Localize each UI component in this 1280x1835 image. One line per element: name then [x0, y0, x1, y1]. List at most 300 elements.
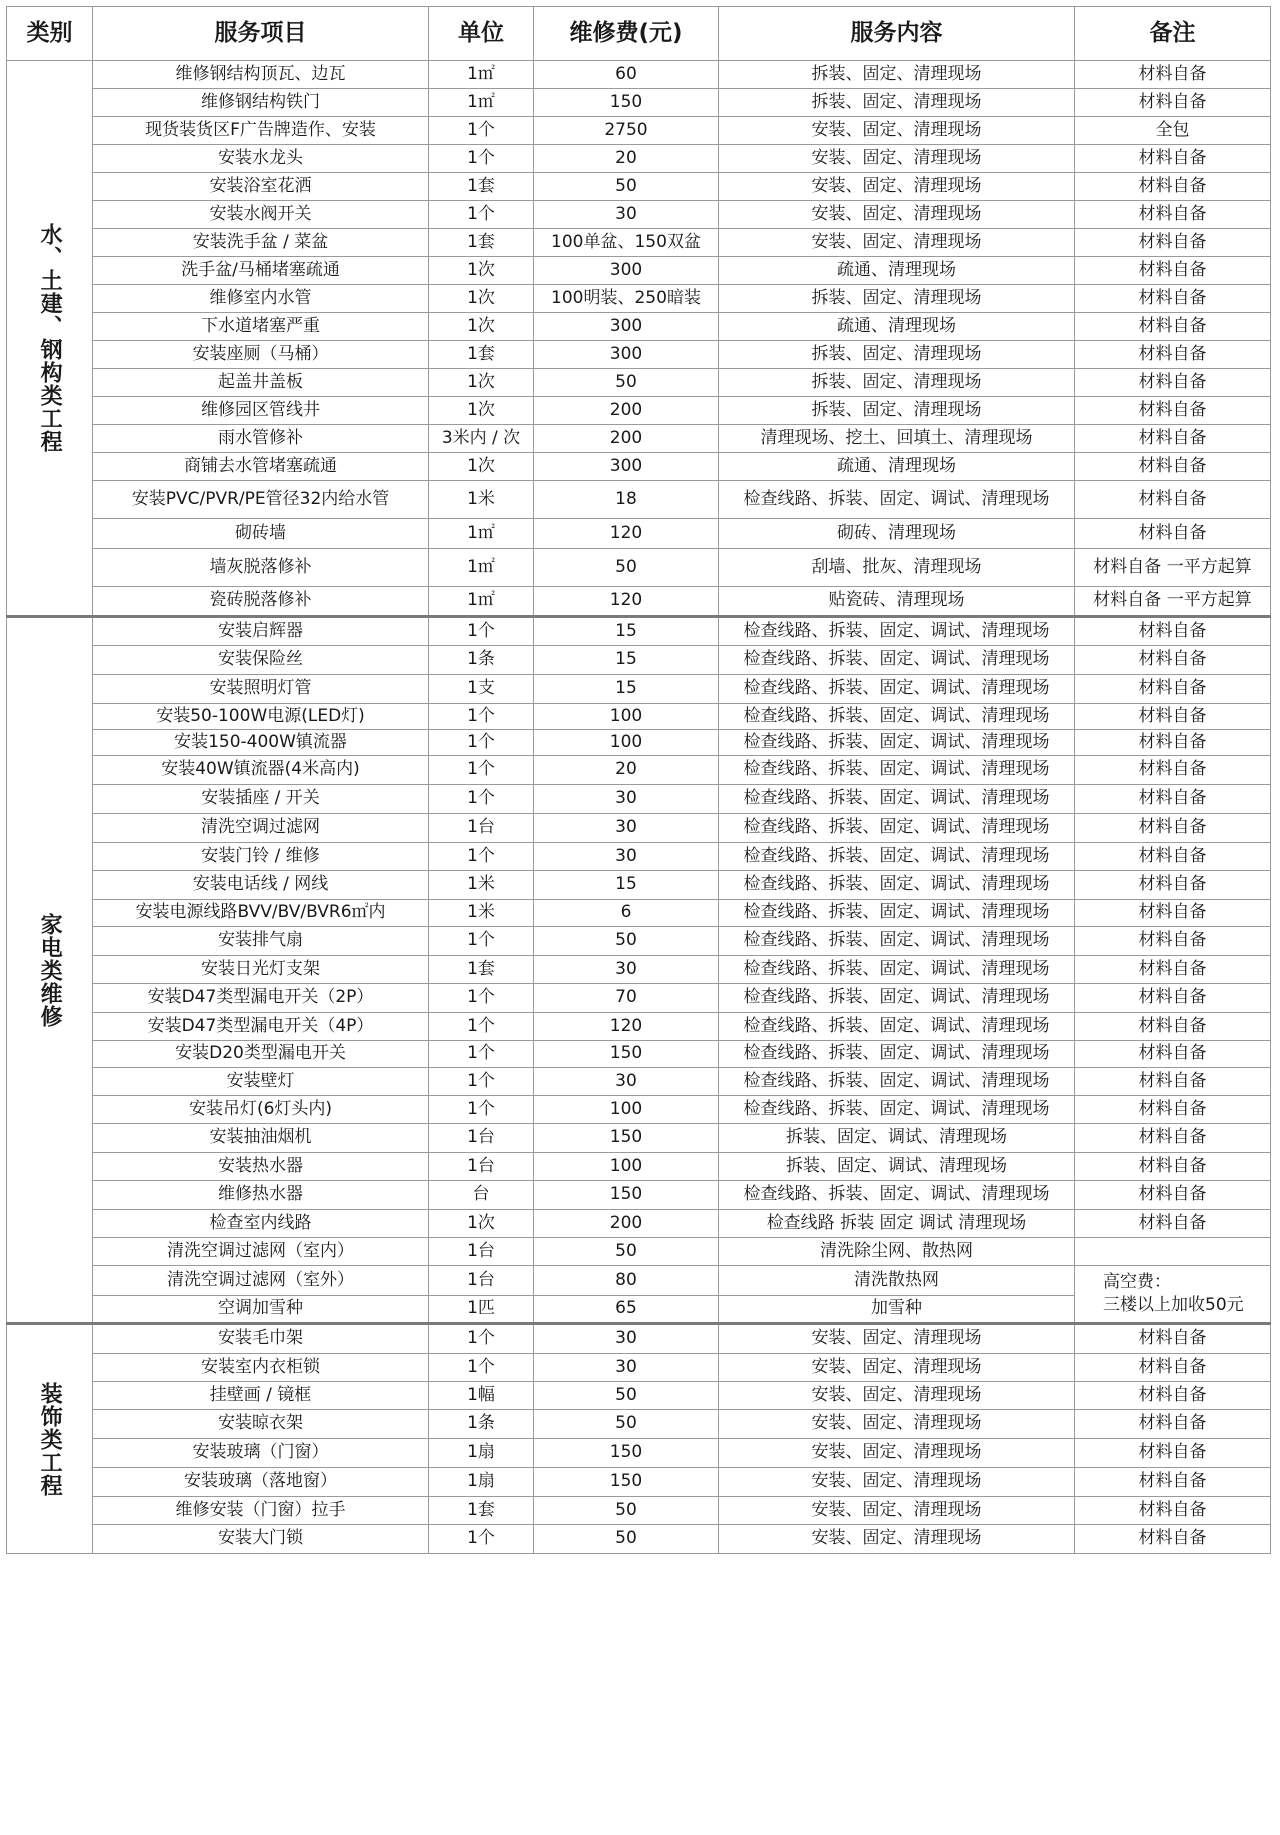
unit-cell: 1台: [429, 814, 534, 843]
note-cell: 材料自备: [1075, 617, 1271, 646]
table-row: [7, 1210, 1271, 1238]
content-cell: 拆装、固定、清理现场: [719, 285, 1075, 313]
service-cell: 维修钢结构铁门: [93, 89, 429, 117]
note-cell: 材料自备: [1075, 1410, 1271, 1439]
unit-cell: 1套: [429, 173, 534, 201]
table-row: [7, 549, 1271, 587]
service-cell: 安装玻璃（门窗）: [93, 1439, 429, 1468]
note-cell: 材料自备: [1075, 756, 1271, 785]
fee-cell: 300: [534, 313, 719, 341]
service-cell: 安装座厕（马桶）: [93, 341, 429, 369]
note-cell: 材料自备: [1075, 900, 1271, 927]
merged-note-line1: 高空费：: [1103, 1272, 1171, 1293]
table-row: [7, 1013, 1271, 1041]
note-cell: 材料自备 一平方起算: [1075, 549, 1271, 587]
table-row: [7, 1410, 1271, 1439]
table-row: [7, 1153, 1271, 1181]
unit-cell: 1个: [429, 756, 534, 785]
category-cell: [7, 61, 93, 617]
service-cell: 安装电源线路BVV/BV/BVR6㎡内: [93, 900, 429, 927]
unit-cell: 1次: [429, 285, 534, 313]
fee-cell: 50: [534, 173, 719, 201]
content-cell: 安装、固定、清理现场: [719, 117, 1075, 145]
unit-cell: 1次: [429, 257, 534, 285]
note-cell: 材料自备: [1075, 1181, 1271, 1210]
unit-cell: 1套: [429, 956, 534, 984]
fee-cell: 60: [534, 61, 719, 89]
service-cell: 安装50-100W电源(LED灯): [93, 704, 429, 730]
service-cell: 安装门铃 / 维修: [93, 843, 429, 871]
content-cell: 检查线路、拆装、固定、调试、清理现场: [719, 646, 1075, 675]
unit-cell: 1扇: [429, 1468, 534, 1497]
content-cell: 安装、固定、清理现场: [719, 173, 1075, 201]
note-cell: 材料自备: [1075, 1041, 1271, 1068]
fee-cell: 80: [534, 1266, 719, 1296]
service-cell: 安装浴室花洒: [93, 173, 429, 201]
unit-cell: 1个: [429, 1525, 534, 1554]
note-cell: 材料自备: [1075, 519, 1271, 549]
service-cell: 检查室内线路: [93, 1210, 429, 1238]
table-row: [7, 1238, 1271, 1266]
category-label: 装饰类工程: [37, 1381, 63, 1497]
content-cell: 检查线路、拆装、固定、调试、清理现场: [719, 1013, 1075, 1041]
service-cell: 清洗空调过滤网: [93, 814, 429, 843]
table-row: [7, 730, 1271, 756]
content-cell: 拆装、固定、清理现场: [719, 89, 1075, 117]
note-cell: 材料自备: [1075, 61, 1271, 89]
note-cell: 材料自备: [1075, 425, 1271, 453]
header-note: 备注: [1075, 7, 1271, 61]
note-cell: 材料自备: [1075, 1354, 1271, 1382]
table-row: [7, 481, 1271, 519]
content-cell: 拆装、固定、清理现场: [719, 369, 1075, 397]
merged-note-line2: 三楼以上加收50元: [1103, 1295, 1244, 1315]
note-cell: 全包: [1075, 117, 1271, 145]
content-cell: 清洗除尘网、散热网: [719, 1238, 1075, 1266]
unit-cell: 1个: [429, 617, 534, 646]
note-cell: 材料自备: [1075, 1153, 1271, 1181]
table-row: [7, 201, 1271, 229]
fee-cell: 100: [534, 704, 719, 730]
content-cell: 安装、固定、清理现场: [719, 1382, 1075, 1410]
service-cell: 安装大门锁: [93, 1525, 429, 1554]
table-row: [7, 313, 1271, 341]
fee-cell: 20: [534, 756, 719, 785]
service-cell: 安装D47类型漏电开关（4P）: [93, 1013, 429, 1041]
fee-cell: 120: [534, 1013, 719, 1041]
note-cell: 材料自备: [1075, 785, 1271, 814]
note-cell: 材料自备: [1075, 1013, 1271, 1041]
table-row: [7, 1439, 1271, 1468]
table-row: [7, 519, 1271, 549]
unit-cell: 1次: [429, 313, 534, 341]
table-row: [7, 453, 1271, 481]
table-row: [7, 900, 1271, 927]
service-cell: 挂壁画 / 镜框: [93, 1382, 429, 1410]
unit-cell: 1米: [429, 900, 534, 927]
content-cell: 拆装、固定、清理现场: [719, 61, 1075, 89]
table-row: [7, 369, 1271, 397]
unit-cell: 1个: [429, 201, 534, 229]
note-cell: 材料自备: [1075, 1124, 1271, 1153]
service-cell: 雨水管修补: [93, 425, 429, 453]
content-cell: 安装、固定、清理现场: [719, 1439, 1075, 1468]
note-cell: 材料自备: [1075, 1439, 1271, 1468]
content-cell: 检查线路、拆装、固定、调试、清理现场: [719, 1041, 1075, 1068]
fee-cell: 100: [534, 730, 719, 756]
content-cell: 疏通、清理现场: [719, 453, 1075, 481]
content-cell: 检查线路、拆装、固定、调试、清理现场: [719, 785, 1075, 814]
note-cell: 材料自备: [1075, 956, 1271, 984]
unit-cell: 1个: [429, 1354, 534, 1382]
note-cell: 材料自备 一平方起算: [1075, 587, 1271, 617]
fee-cell: 30: [534, 1354, 719, 1382]
fee-cell: 50: [534, 927, 719, 956]
unit-cell: 1个: [429, 1013, 534, 1041]
unit-cell: 1套: [429, 229, 534, 257]
content-cell: 检查线路、拆装、固定、调试、清理现场: [719, 814, 1075, 843]
content-cell: 安装、固定、清理现场: [719, 145, 1075, 173]
table-row: [7, 785, 1271, 814]
unit-cell: 1个: [429, 984, 534, 1013]
content-cell: 清理现场、挖土、回填土、清理现场: [719, 425, 1075, 453]
unit-cell: 1条: [429, 646, 534, 675]
fee-cell: 120: [534, 587, 719, 617]
fee-cell: 6: [534, 900, 719, 927]
table-row: [7, 1382, 1271, 1410]
service-cell: 现货装货区F广告牌造作、安装: [93, 117, 429, 145]
unit-cell: 1个: [429, 1324, 534, 1354]
content-cell: 拆装、固定、清理现场: [719, 341, 1075, 369]
unit-cell: 1个: [429, 1068, 534, 1096]
table-row: [7, 814, 1271, 843]
unit-cell: 1个: [429, 730, 534, 756]
note-cell: 材料自备: [1075, 704, 1271, 730]
service-cell: 商铺去水管堵塞疏通: [93, 453, 429, 481]
content-cell: 安装、固定、清理现场: [719, 1497, 1075, 1525]
table-row: [7, 1068, 1271, 1096]
content-cell: 检查线路、拆装、固定、调试、清理现场: [719, 927, 1075, 956]
service-cell: 安装水阀开关: [93, 201, 429, 229]
service-cell: 下水道堵塞严重: [93, 313, 429, 341]
unit-cell: 3米内 / 次: [429, 425, 534, 453]
unit-cell: 1个: [429, 145, 534, 173]
note-cell: 材料自备: [1075, 814, 1271, 843]
service-cell: 砌砖墙: [93, 519, 429, 549]
service-cell: 维修室内水管: [93, 285, 429, 313]
note-cell: 材料自备: [1075, 927, 1271, 956]
service-cell: 墙灰脱落修补: [93, 549, 429, 587]
fee-cell: 50: [534, 1410, 719, 1439]
fee-cell: 15: [534, 646, 719, 675]
service-cell: 维修园区管线井: [93, 397, 429, 425]
table-row: [7, 397, 1271, 425]
content-cell: 安装、固定、清理现场: [719, 1525, 1075, 1554]
content-cell: 检查线路、拆装、固定、调试、清理现场: [719, 756, 1075, 785]
note-cell: 材料自备: [1075, 369, 1271, 397]
unit-cell: 1支: [429, 675, 534, 704]
fee-cell: 150: [534, 1041, 719, 1068]
table-row: [7, 1497, 1271, 1525]
service-cell: 安装日光灯支架: [93, 956, 429, 984]
service-cell: 安装保险丝: [93, 646, 429, 675]
service-price-table: [6, 6, 1271, 1554]
note-cell: 材料自备: [1075, 397, 1271, 425]
unit-cell: 1个: [429, 843, 534, 871]
content-cell: 检查线路、拆装、固定、调试、清理现场: [719, 900, 1075, 927]
table-row: [7, 956, 1271, 984]
fee-cell: 200: [534, 397, 719, 425]
unit-cell: 1套: [429, 341, 534, 369]
note-cell: 材料自备: [1075, 1324, 1271, 1354]
content-cell: 刮墙、批灰、清理现场: [719, 549, 1075, 587]
service-cell: 安装D20类型漏电开关: [93, 1041, 429, 1068]
fee-cell: 100: [534, 1153, 719, 1181]
service-cell: 安装D47类型漏电开关（2P）: [93, 984, 429, 1013]
content-cell: 安装、固定、清理现场: [719, 1468, 1075, 1497]
unit-cell: 1台: [429, 1238, 534, 1266]
note-cell: 材料自备: [1075, 984, 1271, 1013]
service-cell: 安装照明灯管: [93, 675, 429, 704]
unit-cell: 1㎡: [429, 587, 534, 617]
note-cell: 材料自备: [1075, 1468, 1271, 1497]
content-cell: 贴瓷砖、清理现场: [719, 587, 1075, 617]
service-cell: 安装壁灯: [93, 1068, 429, 1096]
fee-cell: 120: [534, 519, 719, 549]
note-cell: 材料自备: [1075, 1210, 1271, 1238]
fee-cell: 50: [534, 1382, 719, 1410]
table-row: [7, 425, 1271, 453]
fee-cell: 150: [534, 1181, 719, 1210]
note-cell: 材料自备: [1075, 730, 1271, 756]
fee-cell: 300: [534, 453, 719, 481]
unit-cell: 1次: [429, 453, 534, 481]
table-row: [7, 984, 1271, 1013]
fee-cell: 18: [534, 481, 719, 519]
table-row: [7, 1266, 1271, 1296]
content-cell: 检查线路、拆装、固定、调试、清理现场: [719, 704, 1075, 730]
note-cell: 材料自备: [1075, 313, 1271, 341]
unit-cell: 1台: [429, 1153, 534, 1181]
unit-cell: 1个: [429, 785, 534, 814]
header-service: 服务项目: [93, 7, 429, 61]
unit-cell: 1㎡: [429, 549, 534, 587]
table-row: [7, 843, 1271, 871]
fee-cell: 30: [534, 785, 719, 814]
content-cell: 检查线路、拆装、固定、调试、清理现场: [719, 1181, 1075, 1210]
note-cell: [1075, 1238, 1271, 1266]
note-cell: 材料自备: [1075, 1068, 1271, 1096]
content-cell: 安装、固定、清理现场: [719, 1354, 1075, 1382]
content-cell: 检查线路、拆装、固定、调试、清理现场: [719, 1096, 1075, 1124]
unit-cell: 1㎡: [429, 89, 534, 117]
service-cell: 安装电话线 / 网线: [93, 871, 429, 900]
fee-cell: 15: [534, 871, 719, 900]
unit-cell: 1次: [429, 369, 534, 397]
content-cell: 安装、固定、清理现场: [719, 1324, 1075, 1354]
category-cell: [7, 617, 93, 1324]
fee-cell: 30: [534, 814, 719, 843]
table-row: [7, 1354, 1271, 1382]
content-cell: 加雪种: [719, 1296, 1075, 1324]
header-fee: 维修费(元): [534, 7, 719, 61]
table-row: [7, 1096, 1271, 1124]
unit-cell: 1㎡: [429, 519, 534, 549]
fee-cell: 50: [534, 1497, 719, 1525]
fee-cell: 50: [534, 549, 719, 587]
content-cell: 检查线路、拆装、固定、调试、清理现场: [719, 730, 1075, 756]
table-row: [7, 1181, 1271, 1210]
fee-cell: 30: [534, 1324, 719, 1354]
table-row: [7, 341, 1271, 369]
service-cell: 维修钢结构顶瓦、边瓦: [93, 61, 429, 89]
service-cell: 安装40W镇流器(4米高内): [93, 756, 429, 785]
unit-cell: 1台: [429, 1124, 534, 1153]
category-label: 水、土建、钢构类工程: [37, 223, 63, 453]
table-row: [7, 89, 1271, 117]
service-cell: 安装吊灯(6灯头内): [93, 1096, 429, 1124]
fee-cell: 30: [534, 1068, 719, 1096]
content-cell: 检查线路、拆装、固定、调试、清理现场: [719, 956, 1075, 984]
content-cell: 疏通、清理现场: [719, 257, 1075, 285]
table-row: [7, 1468, 1271, 1497]
content-cell: 检查线路、拆装、固定、调试、清理现场: [719, 481, 1075, 519]
note-cell: 材料自备: [1075, 285, 1271, 313]
fee-cell: 30: [534, 201, 719, 229]
table-row: [7, 617, 1271, 646]
content-cell: 检查线路、拆装、固定、调试、清理现场: [719, 675, 1075, 704]
unit-cell: 1个: [429, 1096, 534, 1124]
fee-cell: 50: [534, 369, 719, 397]
category-label: 家电类维修: [37, 912, 63, 1028]
unit-cell: 1个: [429, 117, 534, 145]
content-cell: 检查线路、拆装、固定、调试、清理现场: [719, 843, 1075, 871]
fee-cell: 150: [534, 1468, 719, 1497]
table-row: [7, 871, 1271, 900]
content-cell: 检查线路、拆装、固定、调试、清理现场: [719, 984, 1075, 1013]
service-cell: 维修安装（门窗）拉手: [93, 1497, 429, 1525]
note-cell: 材料自备: [1075, 871, 1271, 900]
content-cell: 检查线路、拆装、固定、调试、清理现场: [719, 871, 1075, 900]
note-cell: 材料自备: [1075, 201, 1271, 229]
fee-cell: 70: [534, 984, 719, 1013]
fee-cell: 15: [534, 617, 719, 646]
note-cell: 材料自备: [1075, 341, 1271, 369]
note-cell: 材料自备: [1075, 843, 1271, 871]
table-row: [7, 587, 1271, 617]
fee-cell: 15: [534, 675, 719, 704]
table-row: [7, 1124, 1271, 1153]
unit-cell: 1次: [429, 397, 534, 425]
unit-cell: 1米: [429, 481, 534, 519]
unit-cell: 1台: [429, 1266, 534, 1296]
content-cell: 检查线路、拆装、固定、调试、清理现场: [719, 1068, 1075, 1096]
note-cell: 材料自备: [1075, 453, 1271, 481]
service-cell: 安装启辉器: [93, 617, 429, 646]
fee-cell: 65: [534, 1296, 719, 1324]
content-cell: 疏通、清理现场: [719, 313, 1075, 341]
unit-cell: 1套: [429, 1497, 534, 1525]
fee-cell: 100: [534, 1096, 719, 1124]
fee-cell: 300: [534, 341, 719, 369]
unit-cell: 1个: [429, 927, 534, 956]
merged-note-cell: [1075, 1266, 1271, 1324]
service-cell: 瓷砖脱落修补: [93, 587, 429, 617]
header-category: 类别: [7, 7, 93, 61]
note-cell: 材料自备: [1075, 646, 1271, 675]
note-cell: 材料自备: [1075, 481, 1271, 519]
content-cell: 拆装、固定、清理现场: [719, 397, 1075, 425]
service-cell: 安装水龙头: [93, 145, 429, 173]
fee-cell: 200: [534, 425, 719, 453]
table-body: [7, 61, 1271, 1554]
fee-cell: 20: [534, 145, 719, 173]
service-cell: 安装室内衣柜锁: [93, 1354, 429, 1382]
unit-cell: 1个: [429, 1041, 534, 1068]
fee-cell: 150: [534, 1439, 719, 1468]
service-cell: 安装晾衣架: [93, 1410, 429, 1439]
fee-cell: 2750: [534, 117, 719, 145]
note-cell: 材料自备: [1075, 89, 1271, 117]
service-cell: 清洗空调过滤网（室外）: [93, 1266, 429, 1296]
unit-cell: 1幅: [429, 1382, 534, 1410]
note-cell: 材料自备: [1075, 229, 1271, 257]
fee-cell: 30: [534, 956, 719, 984]
unit-cell: 1匹: [429, 1296, 534, 1324]
fee-cell: 30: [534, 843, 719, 871]
table-row: [7, 1525, 1271, 1554]
category-cell: [7, 1324, 93, 1554]
header-unit: 单位: [429, 7, 534, 61]
table-row: [7, 1324, 1271, 1354]
note-cell: 材料自备: [1075, 1525, 1271, 1554]
service-cell: 安装排气扇: [93, 927, 429, 956]
content-cell: 清洗散热网: [719, 1266, 1075, 1296]
service-cell: 安装插座 / 开关: [93, 785, 429, 814]
note-cell: 材料自备: [1075, 675, 1271, 704]
table-row: [7, 1041, 1271, 1068]
table-row: [7, 229, 1271, 257]
content-cell: 砌砖、清理现场: [719, 519, 1075, 549]
service-cell: 维修热水器: [93, 1181, 429, 1210]
service-cell: 清洗空调过滤网（室内）: [93, 1238, 429, 1266]
unit-cell: 1个: [429, 704, 534, 730]
content-cell: 拆装、固定、调试、清理现场: [719, 1124, 1075, 1153]
content-cell: 检查线路、拆装、固定、调试、清理现场: [719, 617, 1075, 646]
price-list-sheet: [6, 6, 1270, 1554]
fee-cell: 150: [534, 89, 719, 117]
unit-cell: 1条: [429, 1410, 534, 1439]
table-row: [7, 675, 1271, 704]
service-cell: 空调加雪种: [93, 1296, 429, 1324]
service-cell: 安装PVC/PVR/PE管径32内给水管: [93, 481, 429, 519]
table-row: [7, 61, 1271, 89]
content-cell: 安装、固定、清理现场: [719, 1410, 1075, 1439]
fee-cell: 100单盆、150双盆: [534, 229, 719, 257]
service-cell: 安装洗手盆 / 菜盆: [93, 229, 429, 257]
service-cell: 洗手盆/马桶堵塞疏通: [93, 257, 429, 285]
table-row: [7, 646, 1271, 675]
table-row: [7, 173, 1271, 201]
table-row: [7, 756, 1271, 785]
fee-cell: 50: [534, 1238, 719, 1266]
unit-cell: 1㎡: [429, 61, 534, 89]
note-cell: 材料自备: [1075, 1497, 1271, 1525]
table-row: [7, 257, 1271, 285]
fee-cell: 50: [534, 1525, 719, 1554]
table-row: [7, 117, 1271, 145]
content-cell: 检查线路 拆装 固定 调试 清理现场: [719, 1210, 1075, 1238]
